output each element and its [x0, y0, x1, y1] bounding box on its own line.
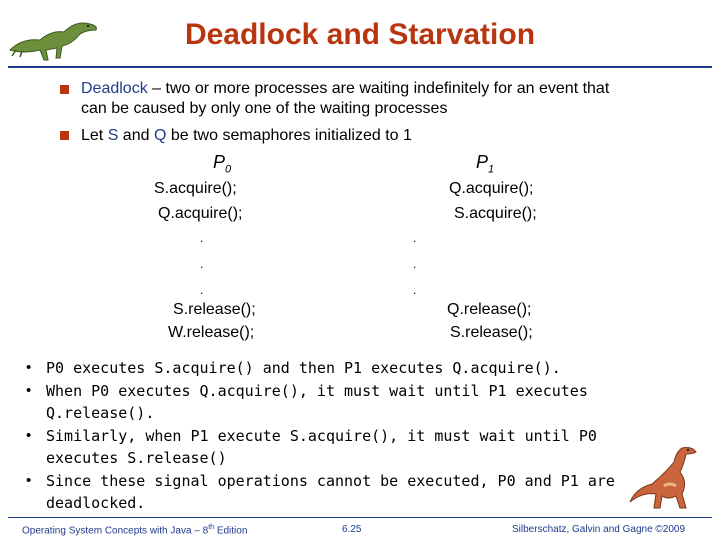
semaphore-text-mid: and [118, 127, 154, 144]
footer-divider [8, 517, 712, 518]
p0-line2: Q.acquire(); [158, 205, 243, 222]
p1-line2: S.acquire(); [454, 205, 537, 222]
p1-line3: Q.release(); [447, 301, 532, 318]
semaphore-text-post: be two semaphores initialized to 1 [166, 127, 412, 144]
p1-dot: . [413, 283, 417, 297]
semaphore-text-pre: Let [81, 127, 108, 144]
p1-dot: . [413, 257, 417, 271]
list-item: • P0 executes S.acquire() and then P1 executes Q.acquire(). [22, 357, 662, 380]
semaphore-s: S [107, 127, 119, 144]
p0-dot: . [200, 231, 204, 245]
footer-authors: Silberschatz, Galvin and Gagne ©2009 [512, 524, 686, 535]
title-divider [8, 66, 712, 68]
dinosaur-mascot-icon [622, 442, 700, 514]
list-item: • When P0 executes Q.acquire(), it must wait until P1 executes Q.release(). [22, 380, 662, 425]
process-p1-label: $P_1$ [476, 152, 495, 176]
bullet-marker [60, 85, 69, 94]
p1-dot: . [413, 231, 417, 245]
deadlock-term: Deadlock [81, 80, 148, 97]
deadlock-text-line2: can be caused by only one of the waiting processes [81, 100, 448, 117]
p0-line3: S.release(); [173, 301, 256, 318]
deadlock-text-line1: – two or more processes are waiting indefinitely for an event that [147, 80, 610, 97]
p0-line1: S.acquire(); [154, 180, 237, 197]
p1-line4: S.release(); [450, 324, 533, 341]
bullet-marker [60, 131, 69, 140]
list-item: • Since these signal operations cannot be executed, P0 and P1 are deadlocked. [22, 470, 662, 515]
semaphore-statement [81, 126, 412, 146]
deadlock-definition [81, 79, 701, 119]
process-p0-label: $P_0$ [213, 152, 232, 176]
p0-dot: . [200, 283, 204, 297]
footer-book-title: Operating System Concepts with Java – 8th Edition [22, 524, 248, 537]
list-item: • Similarly, when P1 execute S.acquire(), it must wait until P0 executes S.release() [22, 425, 662, 470]
p0-line4: W.release(); [168, 324, 255, 341]
footer-page-number: 6.25 [342, 524, 362, 535]
p1-line1: Q.acquire(); [449, 180, 534, 197]
page-title: Deadlock and Starvation [184, 18, 536, 51]
p0-dot: . [200, 257, 204, 271]
explanation-list [22, 357, 662, 515]
semaphore-q: Q [153, 127, 167, 144]
